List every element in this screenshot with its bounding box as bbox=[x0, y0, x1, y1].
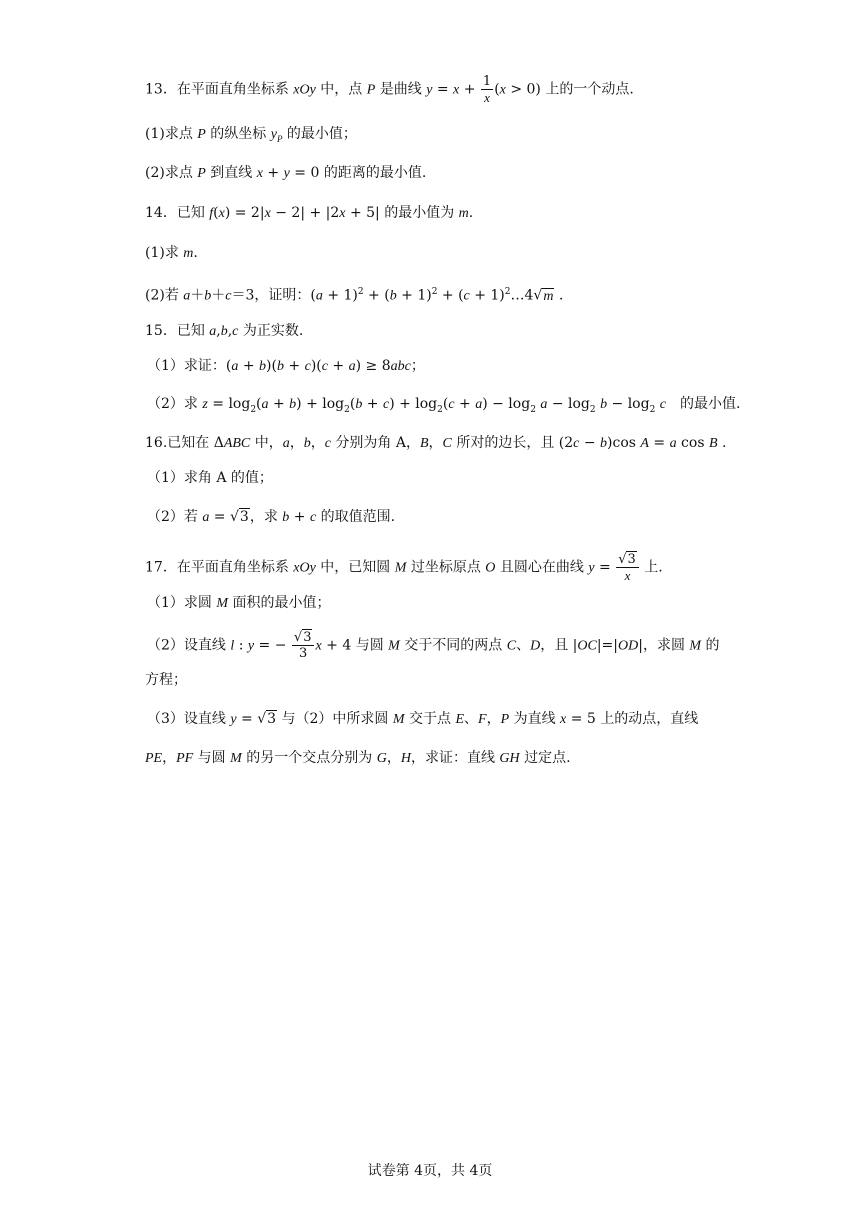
q15-stem: 15．已知 a,b,c 为正实数. bbox=[145, 323, 304, 339]
q17-part2-line1: （2）设直线 l : y = − $\frac{√3}{3}$ x + 4 与圆 M 交于不同的两点 C、D，且 |OC|=|OD|，求圆 M 的 bbox=[147, 630, 720, 661]
q15-part2: （2）求 $z = \log_2(a + b) + \log_2(b + c) + \log_2(c + a) - \log_2 a - \log_2 b - \log_2 c$ 的最小值. bbox=[147, 396, 741, 415]
q13-stem: 13．在平面直角坐标系 xOy 中，点 P 是曲线 y = x + $\frac{1}{x}$ (x > 0) 上的一个动点. bbox=[145, 74, 634, 105]
page-footer: 试卷第 4页，共 4页 bbox=[367, 1163, 493, 1179]
q16-part2: （2）若 a = √3，求 b + c 的取值范围. bbox=[147, 509, 396, 525]
q17-part3-line1: （3）设直线 y = √3 与（2）中所求圆 M 交于点 E、F，P 为直线 x = 5 上的动点，直线 bbox=[147, 711, 699, 727]
q16-part1: （1）求角 A 的值； bbox=[147, 470, 273, 486]
q13-part2: (2)求点 P 到直线 x + y = 0 的距离的最小值. bbox=[145, 165, 427, 181]
q17-stem: 17．在平面直角坐标系 xOy 中，已知圆 M 过坐标原点 O 且圆心在曲线 y = $\frac{√3}{x}$ 上. bbox=[145, 552, 663, 583]
q17-part3-line2: PE，PF 与圆 M 的另一个交点分别为 G，H，求证：直线 GH 过定点. bbox=[145, 750, 571, 766]
q15-part1: （1）求证：(a + b)(b + c)(c + a) ≥ 8abc； bbox=[147, 358, 425, 374]
q14-part2: (2)若 a＋b＋c＝3，证明：$(a + 1)^2 + (b + 1)^2 + (c$ + $1)^2\dots 4√m$ . bbox=[145, 287, 564, 304]
q17-part1: （1）求圆 M 面积的最小值； bbox=[147, 595, 331, 611]
q14-stem: 14．已知 f(x) = 2|x − 2| + |2x + 5| 的最小值为 m. bbox=[145, 205, 474, 221]
q17-part2-line2: 方程； bbox=[145, 672, 187, 688]
q16-stem: 16.已知在 ΔABC 中，a，b，c 分别为角 A，B，C 所对的边长，且 (2c − b)cos A = a cos B . bbox=[145, 435, 727, 451]
q14-part1: (1)求 m. bbox=[145, 245, 198, 261]
q13-part1: (1)求点 P 的纵坐标 $y_P$ 的最小值； bbox=[145, 126, 357, 144]
